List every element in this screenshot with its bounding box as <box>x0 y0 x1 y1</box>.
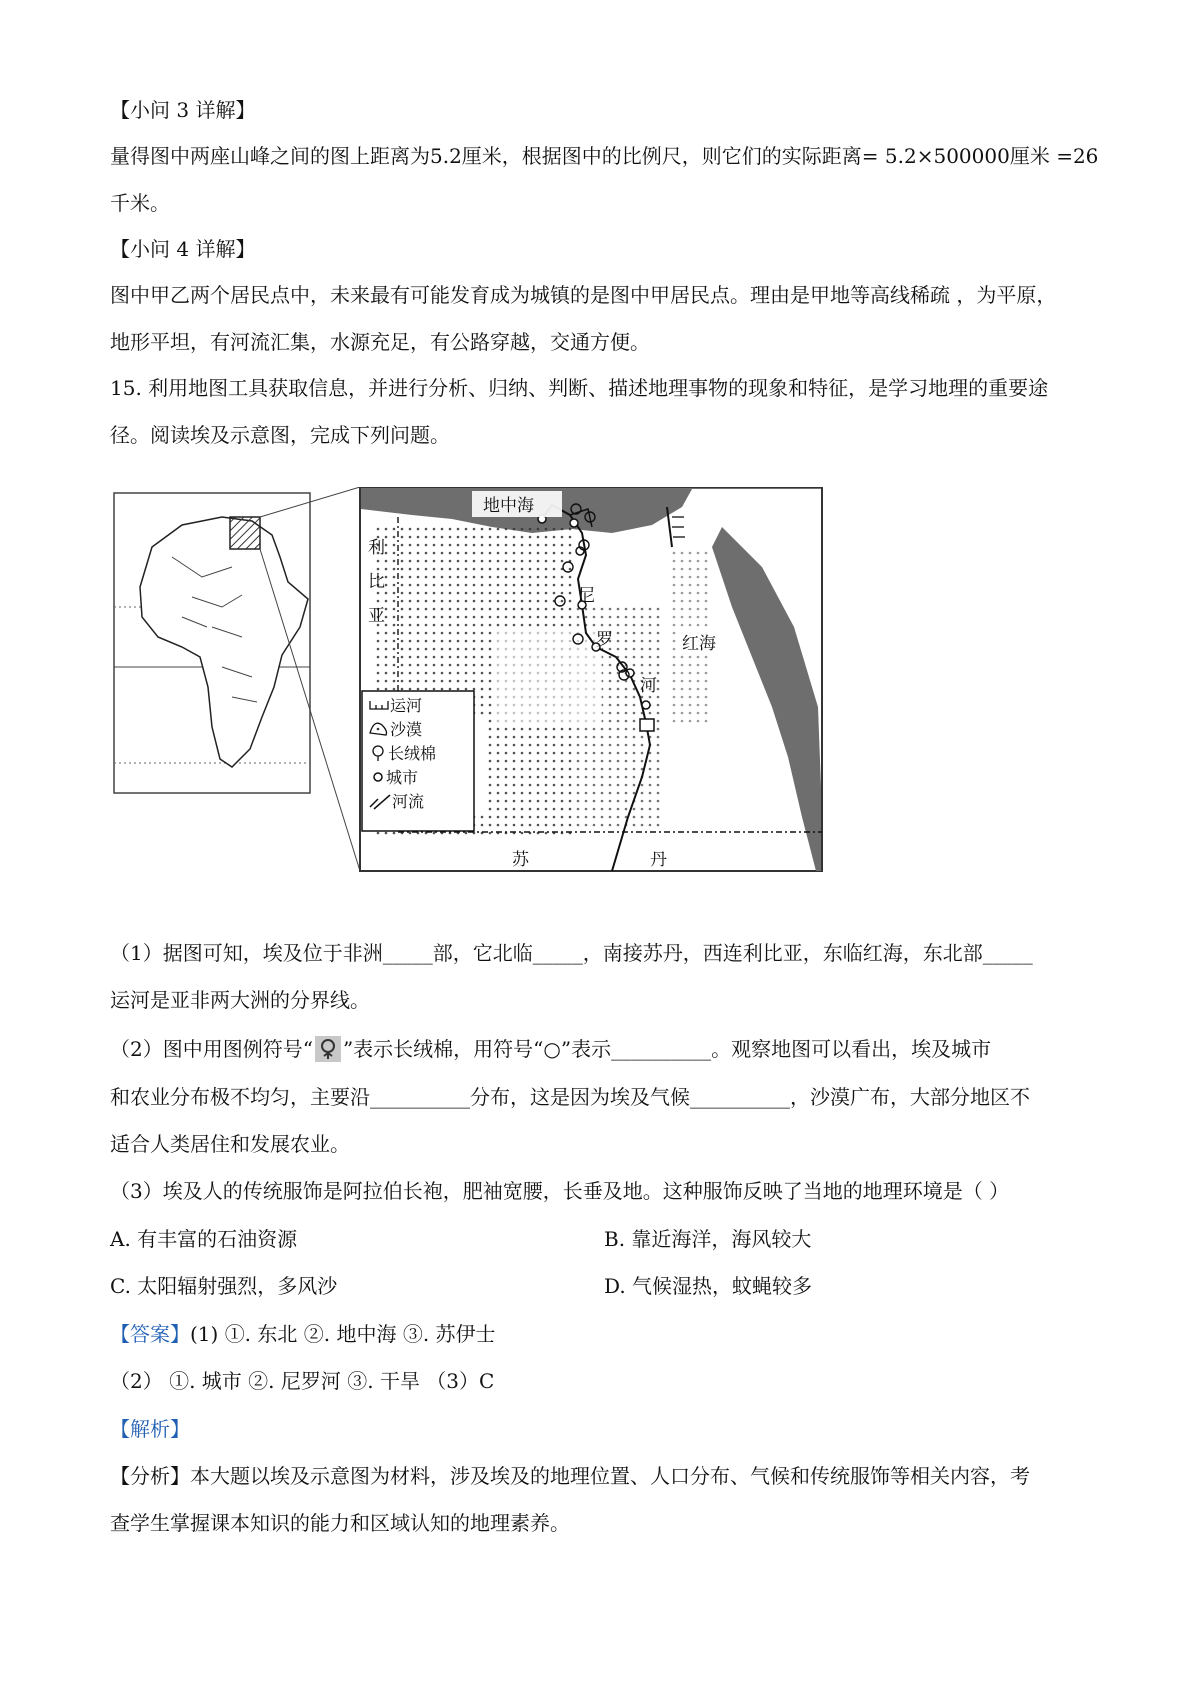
sub3-heading: 【小问 3 详解】 <box>110 98 256 122</box>
q2-line1-post: ”表示长绒棉，用符号“○”表示__________。观察地图可以看出，埃及城市 <box>342 1037 992 1061</box>
q1-line2: 运河是亚非两大洲的分界线。 <box>110 988 370 1012</box>
egypt-main-map <box>360 487 822 871</box>
q3-option-b: B. 靠近海洋，海风较大 <box>604 1227 812 1251</box>
analysis-text-line2: 查学生掌握课本知识的能力和区域认知的地理素养。 <box>110 1511 570 1535</box>
sudan-label-char-1: 苏 <box>512 850 529 870</box>
libya-label-char-3: 亚 <box>368 606 385 626</box>
legend-desert-label: 沙漠 <box>390 720 423 739</box>
question-15-line2: 径。阅读埃及示意图，完成下列问题。 <box>110 423 450 447</box>
q2-line1-pre: （2）图中用图例符号“ <box>110 1037 313 1061</box>
analysis-text-line1: 【分析】本大题以埃及示意图为材料，涉及埃及的地理位置、人口分布、气候和传统服饰等相关内容，考 <box>110 1464 1030 1488</box>
nile-label-char-1: 尼 <box>578 586 595 606</box>
legend-cotton-label: 长绒棉 <box>388 744 437 763</box>
q3-option-c: C. 太阳辐射强烈，多风沙 <box>110 1274 338 1298</box>
sub4-heading: 【小问 4 详解】 <box>110 237 256 261</box>
q2-line2: 和农业分布极不均匀，主要沿__________分布，这是因为埃及气候__________，沙漠广布，大部分地区不 <box>110 1085 1030 1109</box>
answer-line2: （2） ①. 城市 ②. 尼罗河 ③. 干旱 （3）C <box>110 1369 495 1393</box>
mediterranean-label: 地中海 <box>483 496 534 516</box>
sub3-text-line1: 量得图中两座山峰之间的图上距离为5.2厘米，根据图中的比例尺，则它们的实际距离= 5.2×500000厘米 =26 <box>110 144 1099 168</box>
q3-stem: （3）埃及人的传统服饰是阿拉伯长袍，肥袖宽腰，长垂及地。这种服饰反映了当地的地理环境是（ ） <box>110 1179 1010 1203</box>
answer-line1-text: (1) ①. 东北 ②. 地中海 ③. 苏伊士 <box>190 1322 496 1346</box>
q1-line1: （1）据图可知，埃及位于非洲_____部，它北临_____，南接苏丹，西连利比亚，东临红海，东北部_____ <box>110 941 1033 965</box>
answer-label: 【答案】 <box>110 1322 190 1346</box>
red-sea-label: 红海 <box>682 634 716 654</box>
libya-label-char-1: 利 <box>368 538 385 558</box>
legend-city-label: 城市 <box>386 768 419 787</box>
analysis-label: 【解析】 <box>110 1417 190 1441</box>
legend-canal-label: 运河 <box>390 696 423 715</box>
nile-label-char-3: 河 <box>640 676 657 696</box>
sub4-text-line1: 图中甲乙两个居民点中，未来最有可能发育成为城镇的是图中甲居民点。理由是甲地等高线稀疏 ，为平原， <box>110 283 1057 307</box>
q2-line3: 适合人类居住和发展农业。 <box>110 1132 350 1156</box>
sub4-text-line2: 地形平坦，有河流汇集，水源充足，有公路穿越，交通方便。 <box>110 330 650 354</box>
cotton-legend-icon <box>315 1036 341 1062</box>
map-legend <box>362 691 474 831</box>
africa-inset-map <box>114 493 310 793</box>
q2-line1 <box>110 1037 991 1064</box>
q3-option-a: A. 有丰富的石油资源 <box>110 1227 298 1251</box>
question-15-line1: 15. 利用地图工具获取信息，并进行分析、归纳、判断、描述地理事物的现象和特征，是学习地理的重要途 <box>110 376 1049 400</box>
egypt-map-figure <box>112 487 824 873</box>
answer-line1 <box>110 1322 496 1346</box>
nile-label-char-2: 罗 <box>596 630 613 650</box>
sudan-label-char-2: 丹 <box>650 850 667 870</box>
legend-river-label: 河流 <box>392 792 425 811</box>
q3-option-d: D. 气候湿热，蚊蝇较多 <box>604 1274 813 1298</box>
sub3-text-line2: 千米。 <box>110 191 170 215</box>
libya-label-char-2: 比 <box>368 572 385 592</box>
